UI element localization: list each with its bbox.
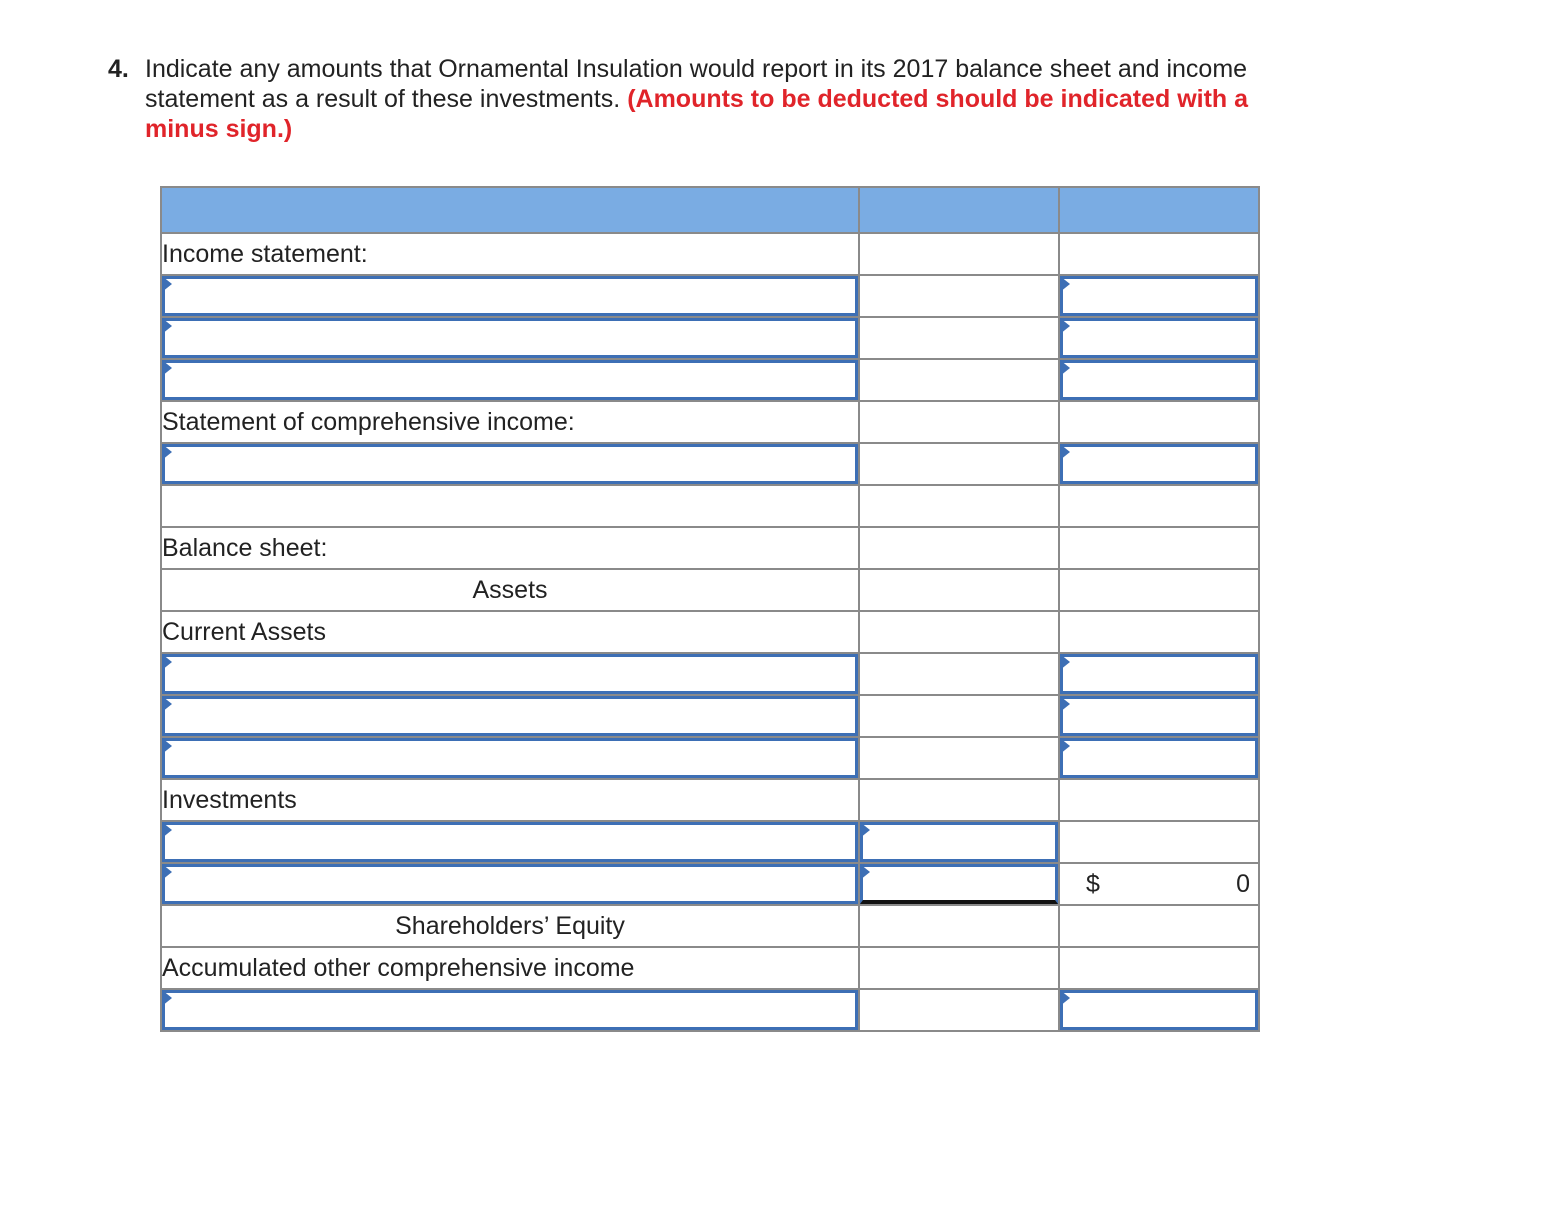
empty-cell bbox=[1059, 779, 1259, 821]
table-row bbox=[161, 989, 1259, 1031]
answer-table bbox=[160, 186, 1260, 1032]
income-item-3-select[interactable] bbox=[165, 363, 855, 397]
table-row bbox=[161, 611, 1259, 653]
dropdown-marker-icon bbox=[162, 318, 172, 334]
table-header-row bbox=[161, 187, 1259, 233]
investment-item-1-select[interactable] bbox=[165, 825, 855, 859]
empty-cell bbox=[859, 695, 1059, 737]
empty-cell bbox=[1059, 485, 1259, 527]
table-row bbox=[161, 863, 1259, 905]
empty-cell bbox=[859, 947, 1059, 989]
dropdown-marker-icon bbox=[162, 444, 172, 460]
empty-cell bbox=[1059, 947, 1259, 989]
income-statement-label: Income statement: bbox=[161, 233, 859, 275]
empty-cell bbox=[1059, 527, 1259, 569]
header-cell bbox=[859, 187, 1059, 233]
question-prompt bbox=[145, 54, 1308, 144]
empty-cell bbox=[859, 737, 1059, 779]
empty-cell bbox=[1059, 905, 1259, 947]
empty-cell bbox=[859, 401, 1059, 443]
empty-cell bbox=[859, 905, 1059, 947]
current-asset-amount-2-input[interactable] bbox=[1063, 699, 1255, 733]
aoci-label: Accumulated other comprehensive income bbox=[161, 947, 859, 989]
aoci-item-select[interactable] bbox=[165, 993, 855, 1027]
dropdown-marker-icon bbox=[1060, 654, 1070, 670]
assets-heading: Assets bbox=[161, 569, 859, 611]
dropdown-marker-icon bbox=[1060, 276, 1070, 292]
table-row bbox=[161, 821, 1259, 863]
dropdown-marker-icon bbox=[860, 864, 870, 880]
investments-total-cell bbox=[1059, 863, 1259, 905]
empty-cell bbox=[859, 779, 1059, 821]
question-block bbox=[108, 54, 1308, 144]
dropdown-marker-icon bbox=[162, 990, 172, 1006]
total-currency-symbol: $ bbox=[1086, 869, 1100, 898]
current-asset-item-2-select[interactable] bbox=[165, 699, 855, 733]
table-row bbox=[161, 779, 1259, 821]
income-item-1-select[interactable] bbox=[165, 279, 855, 313]
empty-cell bbox=[859, 443, 1059, 485]
empty-cell bbox=[1059, 821, 1259, 863]
header-cell bbox=[1059, 187, 1259, 233]
table-row bbox=[161, 569, 1259, 611]
header-cell bbox=[161, 187, 859, 233]
dropdown-marker-icon bbox=[860, 822, 870, 838]
income-amount-2-input[interactable] bbox=[1063, 321, 1255, 355]
table-row bbox=[161, 653, 1259, 695]
dropdown-marker-icon bbox=[162, 360, 172, 376]
current-asset-item-3-select[interactable] bbox=[165, 741, 855, 775]
dropdown-marker-icon bbox=[1060, 990, 1070, 1006]
comprehensive-item-select[interactable] bbox=[165, 447, 855, 481]
empty-cell bbox=[859, 611, 1059, 653]
table-row bbox=[161, 485, 1259, 527]
empty-cell bbox=[1059, 233, 1259, 275]
question-number: 4. bbox=[108, 55, 129, 83]
table-row bbox=[161, 905, 1259, 947]
empty-cell bbox=[859, 485, 1059, 527]
table-row bbox=[161, 695, 1259, 737]
investment-item-2-select[interactable] bbox=[165, 867, 855, 901]
dropdown-marker-icon bbox=[162, 864, 172, 880]
dropdown-marker-icon bbox=[162, 822, 172, 838]
question-note: (Amounts to be deducted should be indicated with a minus sign.) bbox=[145, 85, 1249, 143]
dropdown-marker-icon bbox=[162, 738, 172, 754]
investments-total-value: 0 bbox=[1236, 869, 1250, 898]
empty-cell bbox=[859, 317, 1059, 359]
comprehensive-amount-input[interactable] bbox=[1063, 447, 1255, 481]
empty-cell bbox=[859, 569, 1059, 611]
table-row bbox=[161, 359, 1259, 401]
empty-cell bbox=[859, 359, 1059, 401]
investment-amount-1-input[interactable] bbox=[863, 825, 1055, 859]
balance-sheet-label: Balance sheet: bbox=[161, 527, 859, 569]
table-row bbox=[161, 275, 1259, 317]
table-row bbox=[161, 527, 1259, 569]
empty-cell bbox=[859, 989, 1059, 1031]
empty-cell bbox=[1059, 569, 1259, 611]
current-assets-label: Current Assets bbox=[161, 611, 859, 653]
empty-cell bbox=[1059, 401, 1259, 443]
table-row bbox=[161, 233, 1259, 275]
income-item-2-select[interactable] bbox=[165, 321, 855, 355]
table-row bbox=[161, 737, 1259, 779]
current-asset-amount-3-input[interactable] bbox=[1063, 741, 1255, 775]
aoci-amount-input[interactable] bbox=[1063, 993, 1255, 1027]
empty-cell bbox=[1059, 611, 1259, 653]
income-amount-3-input[interactable] bbox=[1063, 363, 1255, 397]
table-row bbox=[161, 401, 1259, 443]
dropdown-marker-icon bbox=[1060, 318, 1070, 334]
dropdown-marker-icon bbox=[1060, 444, 1070, 460]
dropdown-marker-icon bbox=[1060, 738, 1070, 754]
empty-cell bbox=[859, 275, 1059, 317]
empty-cell bbox=[859, 653, 1059, 695]
dropdown-marker-icon bbox=[162, 654, 172, 670]
dropdown-marker-icon bbox=[1060, 696, 1070, 712]
table-row bbox=[161, 317, 1259, 359]
table-row bbox=[161, 947, 1259, 989]
table-row bbox=[161, 443, 1259, 485]
income-amount-1-input[interactable] bbox=[1063, 279, 1255, 313]
comprehensive-income-label: Statement of comprehensive income: bbox=[161, 401, 859, 443]
dropdown-marker-icon bbox=[162, 276, 172, 292]
investments-label: Investments bbox=[161, 779, 859, 821]
investment-amount-2-input[interactable] bbox=[863, 867, 1055, 900]
equity-heading: Shareholders’ Equity bbox=[161, 905, 859, 947]
empty-cell bbox=[859, 233, 1059, 275]
current-asset-item-1-select[interactable] bbox=[165, 657, 855, 691]
dropdown-marker-icon bbox=[162, 696, 172, 712]
current-asset-amount-1-input[interactable] bbox=[1063, 657, 1255, 691]
question-text: Indicate any amounts that Ornamental Insulation would report in its 2017 balance sheet and income statement as a result of these investments. bbox=[145, 55, 1248, 113]
dropdown-marker-icon bbox=[1060, 360, 1070, 376]
empty-cell bbox=[161, 485, 859, 527]
empty-cell bbox=[859, 527, 1059, 569]
